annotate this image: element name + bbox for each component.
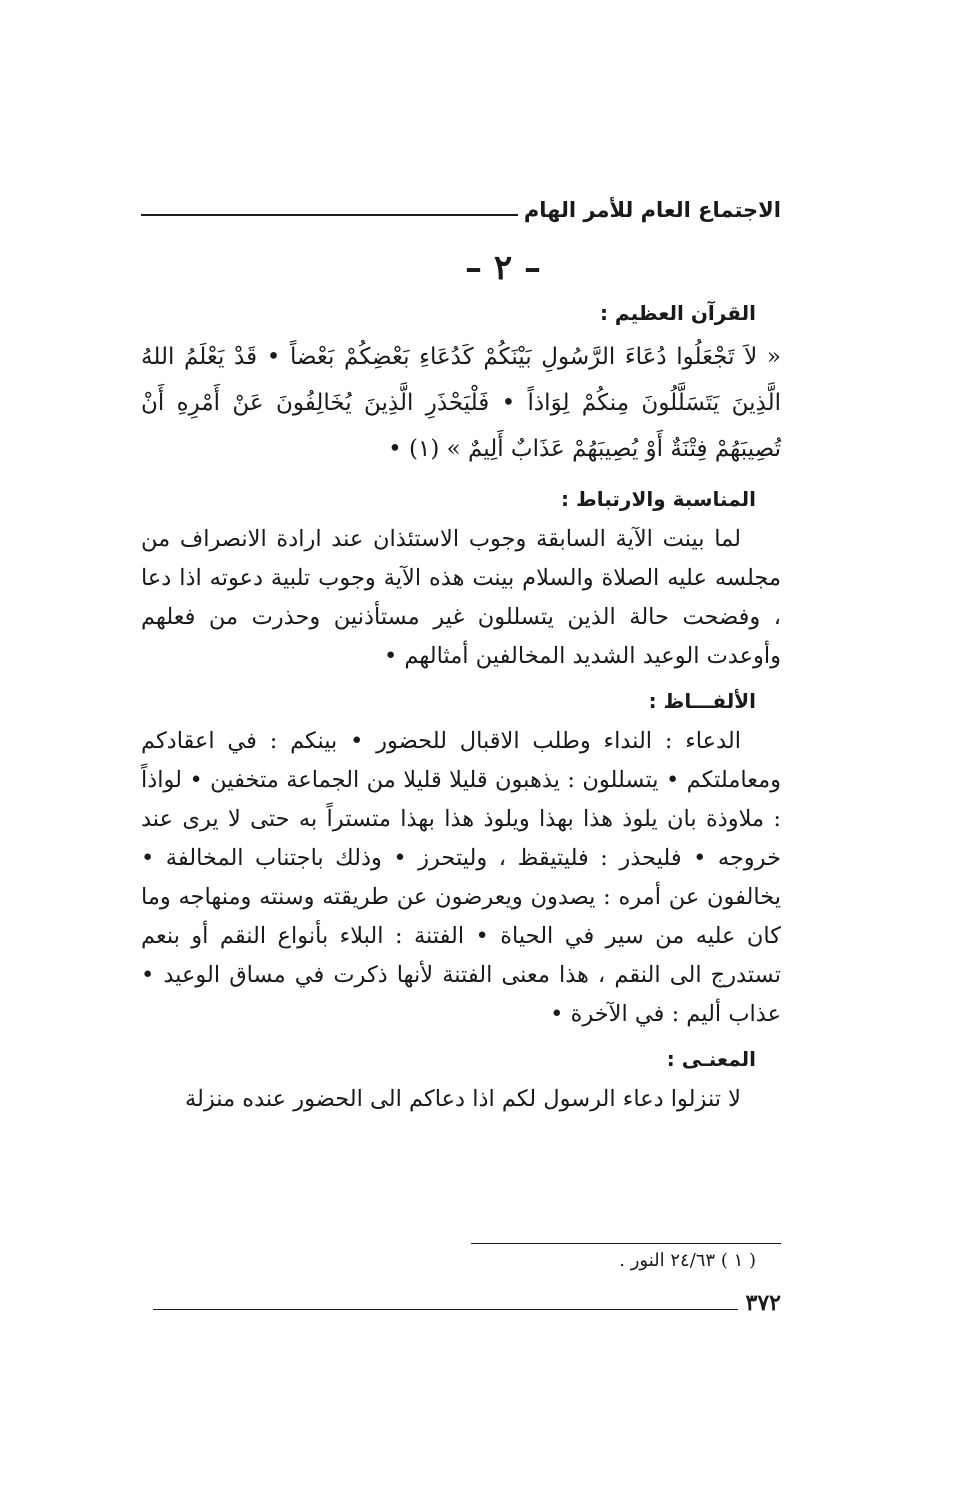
section-number: – ٢ – xyxy=(465,248,541,288)
page-content xyxy=(141,298,781,1129)
relevance-text: لما بينت الآية السابقة وجوب الاستئذان عند ارادة الانصراف من مجلسه عليه الصلاة والسلام بينت هذه الآية وجوب تلبية دعوته اذا دعا ، وفضحت حالة الذين يتسللون غير مستأذنين وحذرت من فعلهم وأوعدت الوعيد الشديد المخالفين أمثالهم • xyxy=(141,526,781,669)
header-rule xyxy=(141,214,518,216)
words-heading: الألفـــاظ : xyxy=(648,689,756,713)
running-title: الاجتماع العام للأمر الهام xyxy=(523,198,781,222)
quran-heading: القرآن العظيم : xyxy=(599,301,756,325)
page-number: ٣٧٢ xyxy=(745,1290,781,1316)
words-text: الدعاء : النداء وطلب الاقبال للحضور • بينكم : في اعقادكم ومعاملتكم • يتسللون : يذهبون قليلا قليلا من الجماعة متخفين • لواذاً : ملاوذة بان يلوذ هذا بهذا ويلوذ هذا بهذا متستراً به حتى لا يرى عند خروجه • فليحذر : فليتيقظ ، وليتحرز • وذلك باجتناب المخالفة • يخالفون عن أمره : يصدون ويعرضون عن طريقته وسنته ومنهاجه وما كان عليه من سير في الحياة • الفتنة : البلاء بأنواع النقم أو بنعم تستدرج الى النقم ، هذا معنى الفتنة لأنها ذكرت في مساق الوعيد • عذاب أليم : في الآخرة • xyxy=(141,728,781,1027)
meaning-heading: المعنـى : xyxy=(666,1047,756,1071)
page-footer xyxy=(141,1290,781,1316)
footer-rule xyxy=(153,1309,738,1310)
running-header xyxy=(141,182,781,222)
meaning-text: لا تنزلوا دعاء الرسول لكم اذا دعاكم الى الحضور عنده منزلة xyxy=(184,1086,741,1112)
relevance-heading: المناسبة والارتباط : xyxy=(561,487,756,511)
footnote-rule xyxy=(471,1243,781,1244)
quran-verse: « لاَ تَجْعَلُوا دُعَاءَ الرَّسُولِ بَيْنَكُمْ كَدُعَاءِ بَعْضِكُمْ بَعْضاً • قَدْ يَعْلَمُ اللهُ الَّذِينَ يَتَسَلَّلُونَ مِنكُمْ لِوَاذاً • فَلْيَحْذَرِ الَّذِينَ يُخَالِفُونَ عَنْ أَمْرِهِ أَنْ تُصِيبَهُمْ فِتْنَةٌ أَوْ يُصِيبَهُمْ عَذَابٌ أَلِيمٌ » (١) • xyxy=(141,344,781,462)
footnote: ( ١ ) ٢٤/٦٣ النور . xyxy=(619,1250,756,1271)
